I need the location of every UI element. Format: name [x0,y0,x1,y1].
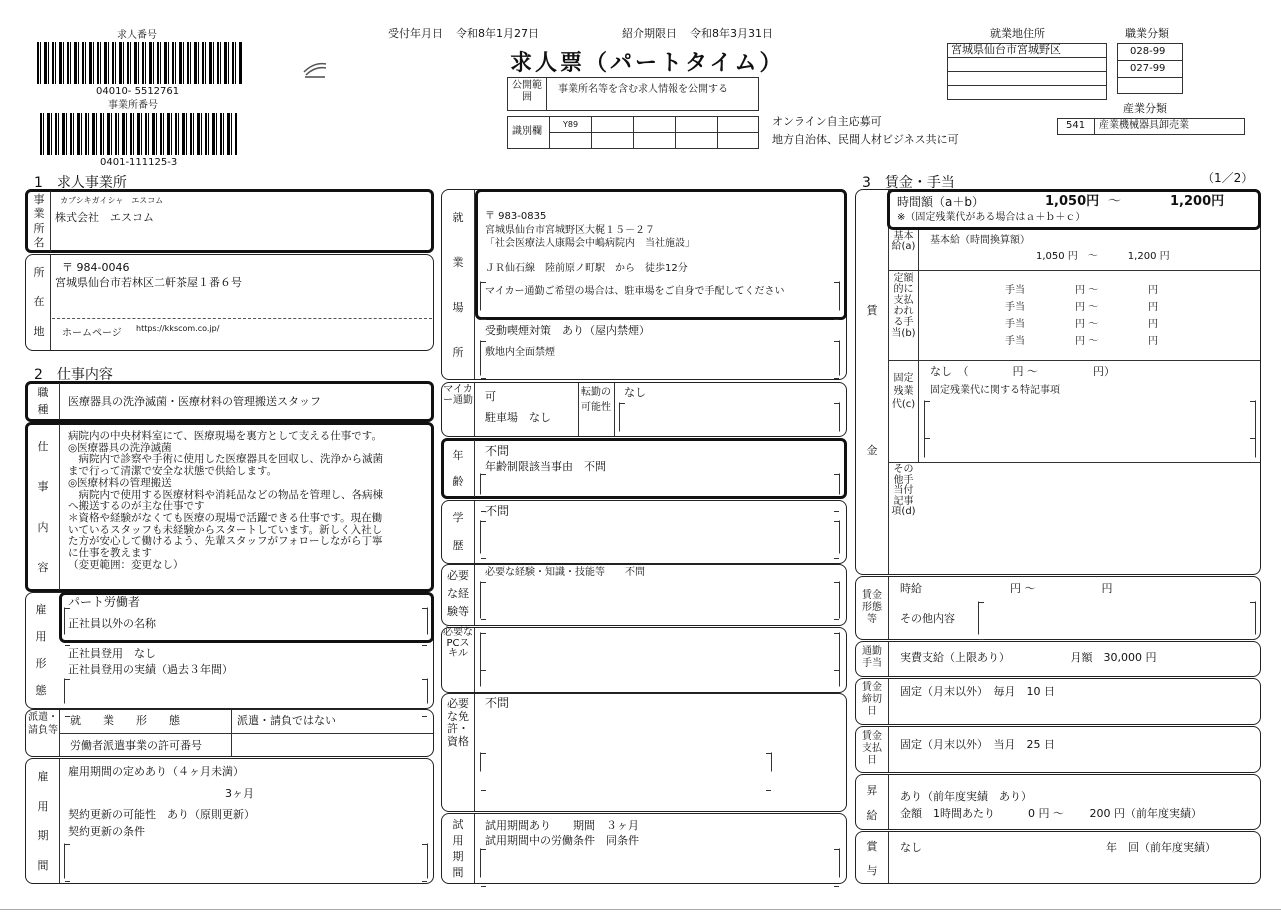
section1-title: 1 求人事業所 [34,175,127,191]
allowance-row: 手当 円 〜 円 [1005,302,1159,313]
allowance-label: 定額的に支払われる手当(b) [891,273,916,339]
deadline-label: 紹介期限日 [622,27,677,40]
job-class-2: 027-99 [1130,63,1166,74]
workplace-addr-label: 就業地住所 [990,27,1045,40]
experience-value: 必要な経験・知識・技能等 不問 [485,567,645,578]
closing-value: 固定（月末以外） 毎月 10 日 [900,685,1055,698]
page-number: （1／2） [1202,171,1254,185]
transfer-value: なし [624,386,646,399]
period-label: 雇 用 期 間 [37,770,49,872]
id-label: 識別欄 [512,126,542,137]
job-class-1: 028-99 [1130,46,1166,57]
bonus-record: 年 回（前年度実績） [1106,841,1216,854]
license-value: 不問 [485,696,510,710]
bonus-value: なし [900,841,922,854]
industry-code: 541 [1066,120,1086,131]
office-name-label: 事 業 所 名 [33,192,45,250]
hourly-label: 時間額（a＋b） [897,195,984,209]
hourly-tilde: 〜 [1108,194,1122,209]
experience-label: 必要な経験等 [447,569,469,618]
bonus-label: 賞 与 [866,839,878,877]
hourly-min: 1,050円 [1045,194,1100,209]
pc-skill-label: 必要なPCスキル [443,627,473,659]
homepage-link[interactable]: https://kkscom.co.jp/ [136,324,220,333]
fixed-overtime-label: 固定残業代(c) [891,373,916,410]
bonus-box [855,831,1261,884]
allowance-row: 手当 円 〜 円 [1005,285,1159,296]
allowance-row: 手当 円 〜 円 [1005,319,1159,330]
desc-line: に仕事を教えます [68,547,152,560]
local-gov: 地方自治体、民間人材ビジネス共に可 [772,133,959,146]
office-kana: カブシキガイシャ エスコム [60,196,164,205]
office-number-label: 事業所番号 [108,100,158,111]
desc-line: いているスタッフも未経験からスタートしています。新しく入社し [68,523,383,536]
workplace-zip: 〒 983-0835 [485,211,547,222]
raise-label: 昇 給 [866,784,878,822]
fixed-overtime: なし （ 円 〜 円） [930,365,1115,378]
workplace-car: マイカー通勤ご希望の場合は、駐車場をご自身で手配してください [485,286,785,297]
desc-line: 病院内で診察や手術に使用した医療器具を回収し、洗浄から滅菌 [68,453,383,466]
license-bracket [480,752,772,772]
closing-label: 賃金締切日 [862,682,882,717]
desc-line: ◎医療材料の管理搬送 [68,476,172,489]
seishain-bracket [64,678,428,704]
job-title-label: 職 種 [37,386,49,416]
car-value: 可 [485,390,496,403]
commute-value: 実費支給（上限あり） 月額 30,000 円 [900,651,1157,664]
received-date: 令和8年1月27日 [456,27,539,40]
employment-name-bracket [64,607,428,635]
job-description [68,431,383,571]
payday-label: 賃金支払日 [862,731,882,766]
desc-line: へ搬送するのが主な仕事です [68,500,205,513]
base-pay: 基本給（時間換算額） [930,235,1030,246]
wage-form-label: 賃金形態等 [862,590,882,625]
id-value: Y89 [563,120,579,129]
trial-label: 試 用 期 間 [452,817,464,880]
desc-line: まで行って清潔で安全な状態で供給します。 [68,465,278,478]
seishain: 正社員登用 なし [68,647,156,660]
page-title: 求人票（パートタイム） [510,51,785,76]
section2-title: 2 仕事内容 [34,367,113,383]
renewal: 契約更新の可能性 あり（原則更新） [68,808,255,821]
age-bracket [480,473,840,495]
online-apply: オンライン自主応募可 [772,115,882,128]
publish-range-value: 事業所名等を含む求人情報を公開する [558,84,728,95]
office-number-barcode [40,113,238,155]
employment-type: パート労働者 [68,595,141,609]
desc-line: ＊資格や経験がなくても医療の現場で活躍できる仕事です。現在働 [68,511,383,524]
wage-form-bracket [978,601,1256,635]
workplace-note: 「社会医療法人康陽会中嶋病院内 当社施設」 [485,238,695,249]
period: 雇用期間の定めあり（４ヶ月未満） [68,765,244,778]
office-number: 0401-111125-3 [100,157,178,168]
fixed-overtime-note: 固定残業代に関する特記事項 [930,385,1060,396]
logo-icon [302,58,328,80]
office-address: 宮城県仙台市若林区二軒茶屋１番６号 [55,276,242,289]
education-value: 不問 [485,504,510,518]
parking: 駐車場 なし [485,411,551,424]
industry-label: 産業分類 [1123,102,1167,115]
wage-label: 賃 金 [866,303,878,457]
pc-skill-bracket [480,632,840,687]
education-label: 学 歴 [452,511,464,552]
workplace-label: 就 業 場 所 [452,211,464,359]
employment-name-label: 正社員以外の名称 [68,617,156,630]
car-label: マイカー通勤 [443,384,473,406]
office-name: 株式会社 エスコム [55,211,154,224]
job-number: 04010- 5512761 [96,86,180,97]
raise-amount: 金額 1時間あたり 0 円 〜 200 円（前年度実績） [900,807,1202,820]
allowance-row: 手当 円 〜 円 [1005,336,1159,347]
renewal-cond: 契約更新の条件 [68,825,145,838]
industry-name: 産業機械器具卸売業 [1099,120,1189,131]
age-value: 不問 [485,444,510,458]
smoking-detail: 敷地内全面禁煙 [485,347,555,358]
trial-cond: 試用期間中の労働条件 同条件 [485,834,639,847]
desc-line: 病院内で使用する医療材料や消耗品などの物品を管理し、各病棟 [68,488,383,501]
desc-line: た方が安心して働けるよう、先輩スタッフがフォローしながら丁寧 [68,535,383,548]
job-class-label: 職業分類 [1125,27,1169,40]
renewal-bracket [64,843,428,879]
education-bracket [480,520,840,554]
dispatch-form-label: 就 業 形 態 [70,714,180,727]
base-label: 基本給(a) [891,231,916,252]
smoking: 受動喫煙対策 あり（屋内禁煙） [485,324,650,337]
homepage-label: ホームページ [62,328,122,339]
desc-line: （変更範囲：変更なし） [68,558,184,571]
received-label: 受付年月日 [388,27,443,40]
desc-line: 病院内の中央材料室にて、医療現場を裏方として支える仕事です。 [68,430,382,442]
transfer-label: 転勤の可能性 [581,387,611,413]
other-allowance-label: その他手当付記事項(d) [891,464,916,517]
deadline-date: 令和8年3月31日 [690,27,773,40]
dispatch-permit: 労働者派遣事業の許可番号 [70,739,202,752]
employment-label: 雇 用 形 態 [35,603,47,697]
workplace-addr: 宮城県仙台市宮城野区 [951,43,1061,56]
raise-value: あり（前年度実績 あり） [900,790,1032,803]
job-number-label: 求人番号 [117,30,157,41]
fixed-overtime-bracket [924,400,1256,458]
dispatch-label: 派遣・請負等 [28,712,58,736]
base-range: 1,050 円 〜 1,200 円 [1036,251,1170,262]
hourly-max: 1,200円 [1170,194,1225,209]
age-label: 年 齢 [452,448,464,488]
publish-range-label: 公開範囲 [512,80,542,103]
section3-title: 3 賃金・手当 [862,175,955,191]
trial-value: 試用期間あり 期間 ３ヶ月 [485,819,639,832]
job-desc-label: 仕 事 内 容 [37,439,49,575]
trial-bracket [480,848,840,878]
payday-value: 固定（月末以外） 当月 25 日 [900,738,1055,751]
hourly-note: ※（固定残業代がある場合はａ＋ｂ＋ｃ） [897,212,1086,223]
license-label: 必要な免許・資格 [447,697,469,748]
seishain-record: 正社員登用の実績（過去３年間） [68,663,233,676]
office-zip: 〒 984-0046 [62,261,130,274]
experience-bracket [480,581,840,619]
workplace-access: ＪＲ仙石線 陸前原ノ町駅 から 徒歩12分 [485,263,688,274]
dispatch-value: 派遣・請負ではない [237,714,336,727]
transfer-bracket [619,402,840,432]
workplace-address: 宮城県仙台市宮城野区大梶１５－２７ [485,225,655,236]
office-address-label: 所 在 地 [33,266,45,338]
age-reason: 年齢制限該当事由 不問 [485,460,606,473]
job-title: 医療器具の洗浄滅菌・医療材料の管理搬送スタッフ [68,395,321,408]
period-length: 3ヶ月 [225,787,254,800]
desc-line: ◎医療器具の洗浄滅菌 [68,441,172,454]
commute-label: 通勤手当 [862,646,882,669]
wage-form-other: その他内容 [900,612,955,625]
wage-form: 時給 円 〜 円 [900,582,1113,595]
job-number-barcode [37,42,243,84]
